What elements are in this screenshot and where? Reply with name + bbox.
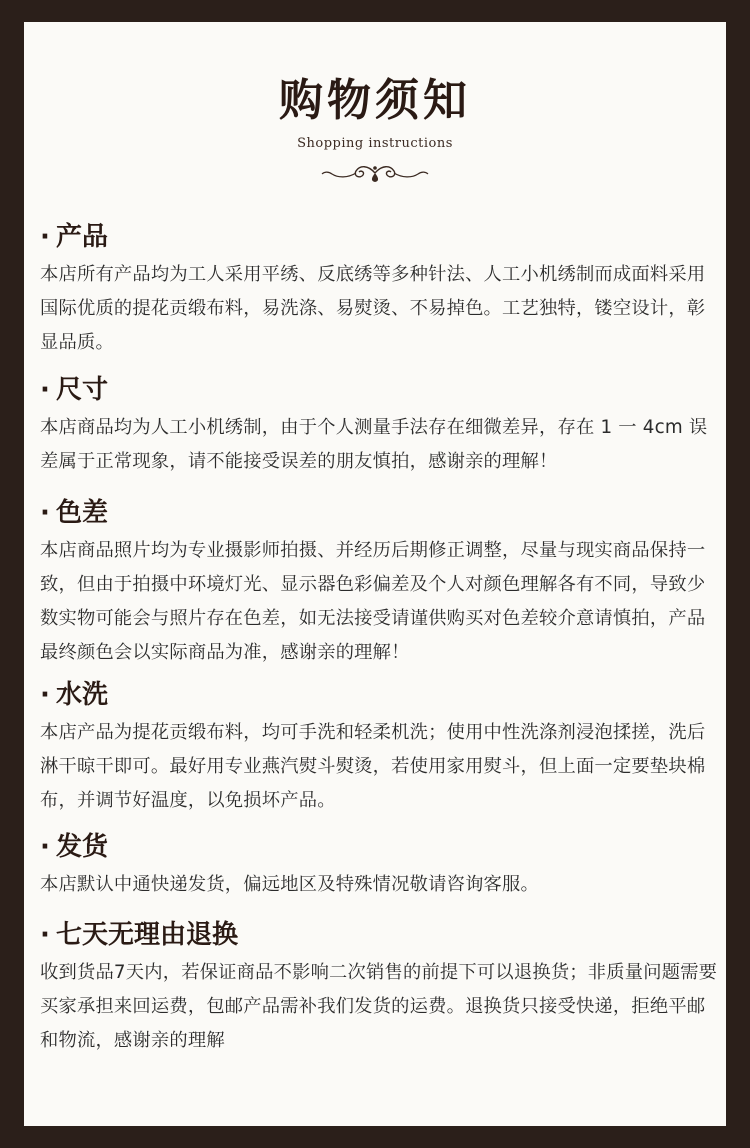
section-title-text: 色差 [56,498,109,528]
section-title-text: 尺寸 [56,375,109,405]
bullet: · [40,498,50,528]
section-color-difference [40,498,720,670]
section-returns [40,920,720,1058]
section-size [40,375,720,479]
page-subtitle: Shopping instructions [297,136,453,151]
section-title-text: 七天无理由退换 [56,920,239,950]
section-title [40,375,720,405]
bullet: · [40,375,50,405]
section-title-text: 产品 [56,222,109,252]
section-body: 本店所有产品均为工人采用平绣、反底绣等多种针法、人工小机绣制而成面料采用国际优质的提花贡缎布料，易洗涤、易熨烫、不易掉色。工艺独特，镂空设计，彰显品质。 [40,264,706,353]
section-title [40,680,720,710]
bullet: · [40,920,50,950]
bullet: · [40,680,50,710]
section-title [40,498,720,528]
section-product [40,222,720,360]
section-body: 本店商品均为人工小机绣制，由于个人测量手法存在细微差异，存在 1 一 4cm 误差属于正常现象，请不能接受误差的朋友慎拍，感谢亲的理解！ [40,417,708,472]
section-title [40,222,720,252]
section-title [40,920,720,950]
instructions-panel [24,22,726,1126]
section-body: 本店商品照片均为专业摄影师拍摄、并经历后期修正调整，尽量与现实商品保持一致，但由于拍摄中环境灯光、显示器色彩偏差及个人对颜色理解各有不同，导致少数实物可能会与照片存在色差，如无法接受请谨供购买对色差较介意请慎拍，产品最终颜色会以实际商品为准，感谢亲的理解！ [40,540,706,663]
section-shipping [40,832,720,902]
page-title: 购物须知 [279,75,471,126]
section-title-text: 水洗 [56,680,109,710]
scroll-ornament-icon [320,162,430,184]
section-body: 收到货品7天内，若保证商品不影响二次销售的前提下可以退换货；非质量问题需要买家承担来回运费，包邮产品需补我们发货的运费。退换货只接受快递，拒绝平邮和物流，感谢亲的理解 [40,962,718,1051]
bullet: · [40,222,50,252]
section-title [40,832,720,862]
section-washing [40,680,720,818]
section-title-text: 发货 [56,832,109,862]
section-body: 本店产品为提花贡缎布料，均可手洗和轻柔机洗；使用中性洗涤剂浸泡揉搓，洗后淋干晾干即可。最好用专业燕汽熨斗熨烫，若使用家用熨斗，但上面一定要垫块棉布，并调节好温度，以免损坏产品。 [40,722,706,811]
bullet: · [40,832,50,862]
section-body: 本店默认中通快递发货，偏远地区及特殊情况敬请咨询客服。 [40,874,539,895]
